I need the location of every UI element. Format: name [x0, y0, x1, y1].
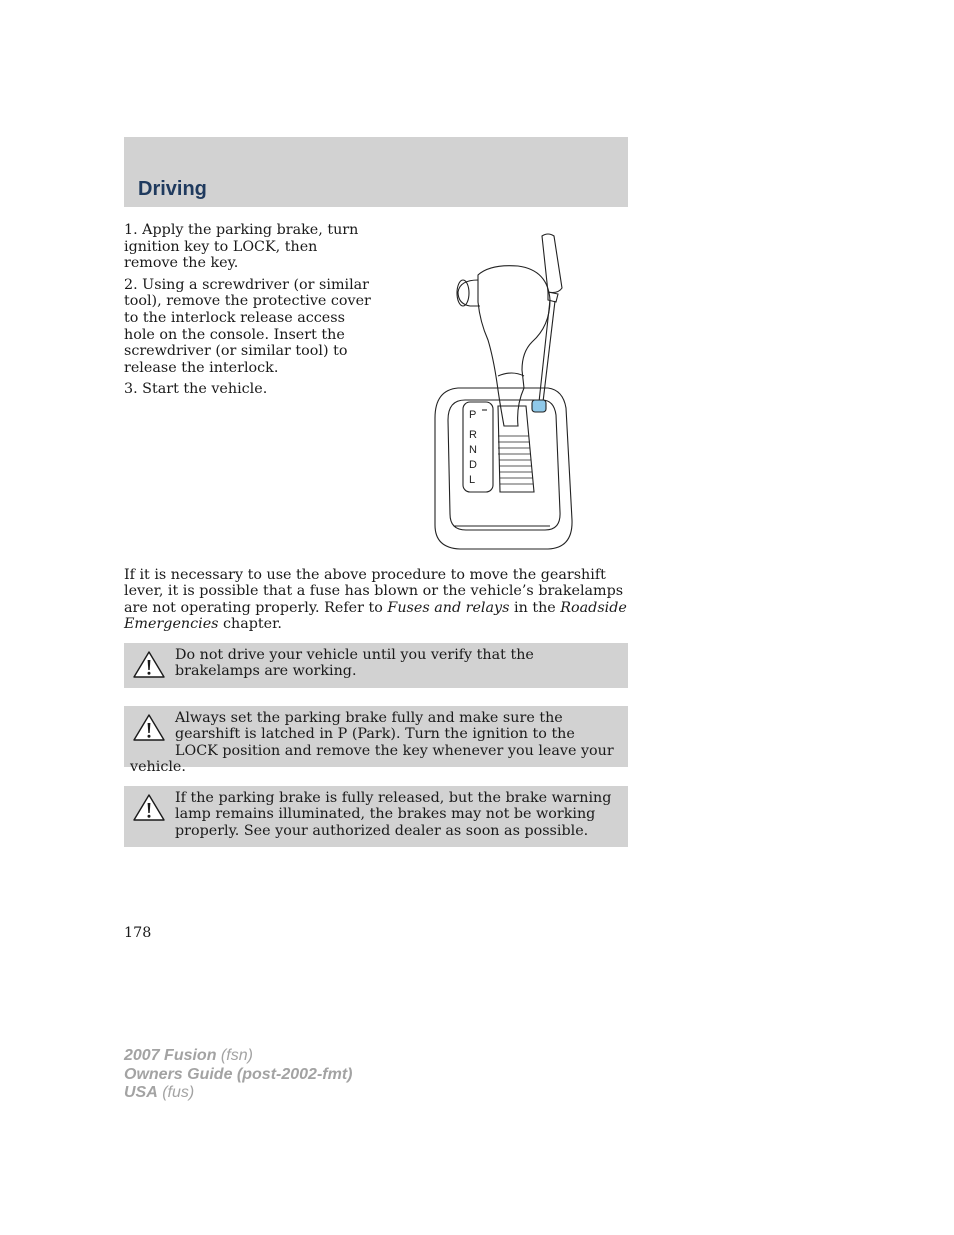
- gear-letter-d: D: [469, 459, 477, 471]
- warning-box-3: [124, 786, 628, 847]
- footer-guide: Owners Guide (post-2002-fmt): [124, 1065, 353, 1083]
- footer-model-code: (fsn): [216, 1047, 253, 1064]
- body-text-1: If it is necessary to use the above procedure to move the gearshift lever, it is possible that a fuse has blown or the vehicle’s brakelamps are not operating properly. Refer to: [124, 567, 624, 616]
- warning-text-1: Do not drive your vehicle until you verify that the brakelamps are working.: [175, 647, 534, 680]
- body-text-2: in the: [509, 599, 561, 616]
- gearshift-interlock-illustration: [430, 230, 580, 552]
- reference-fuses-and-relays: Fuses and relays: [387, 599, 510, 616]
- warning-box-2: [124, 706, 628, 776]
- gear-letter-l: L: [469, 474, 476, 486]
- footer-line-2: [124, 1066, 352, 1085]
- warning-box-1: [124, 643, 628, 688]
- footer-model: 2007 Fusion: [124, 1047, 217, 1064]
- interlock-access-cover: [532, 400, 546, 412]
- section-header-band: [124, 137, 628, 207]
- screwdriver-handle: [542, 234, 562, 293]
- footer-market-code: (fus): [157, 1084, 195, 1101]
- step-3: 3. Start the vehicle.: [124, 381, 268, 398]
- reference-roadside-emergencies: Roadside Emergencies: [124, 599, 627, 633]
- warning-icon: [132, 713, 166, 743]
- body-text-3: chapter.: [218, 616, 282, 633]
- page-number: 178: [124, 925, 152, 941]
- body-paragraph: [124, 567, 628, 633]
- footer-line-1: [124, 1047, 352, 1066]
- console-outline: [435, 388, 572, 549]
- step-2: 2. Using a screwdriver (or similar tool), remove the protective cover to the interlock release access hole on the console. Insert the screwdriver (or similar tool) to release the interlock.: [124, 276, 371, 376]
- gear-letter-n: N: [469, 444, 477, 456]
- warning-icon: [132, 650, 166, 680]
- gear-letter-p: P: [469, 409, 477, 421]
- gear-letter-r: R: [469, 429, 477, 441]
- warning-text-3: If the parking brake is fully released, but the brake warning lamp remains illuminated, the brakes may not be working properly. See your authorized dealer as soon as possible.: [175, 790, 612, 839]
- warning-icon: [132, 793, 166, 823]
- procedure-steps: [124, 222, 374, 403]
- section-title: Driving: [138, 178, 207, 200]
- step-1: 1. Apply the parking brake, turn ignition key to LOCK, then remove the key.: [124, 222, 359, 272]
- warning-text-2: Always set the parking brake fully and make sure the gearshift is latched in P (Park). Turn the ignition to the LOCK position and remove the key whenever you leave your vehicle.: [130, 710, 614, 776]
- footer-market: USA: [124, 1084, 158, 1101]
- footer-line-3: [124, 1084, 352, 1103]
- document-footer: [124, 1047, 352, 1103]
- gear-indicator: [463, 402, 493, 492]
